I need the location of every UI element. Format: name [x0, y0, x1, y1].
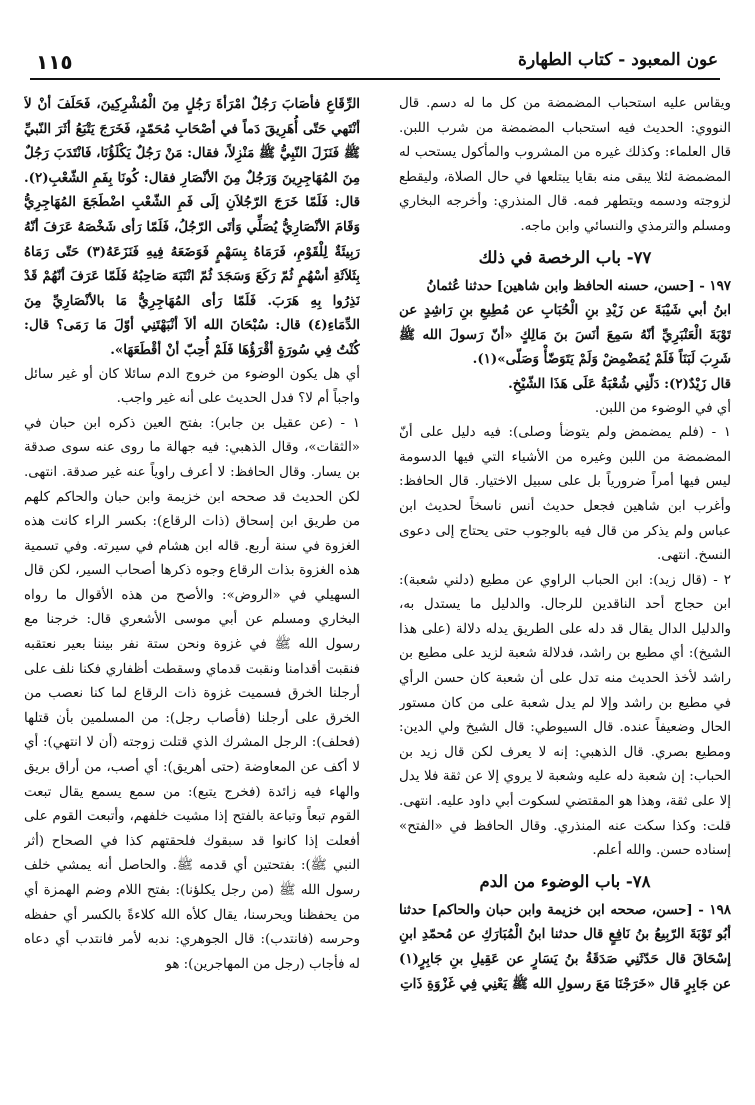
right-column [399, 92, 731, 1092]
hadith-197-zayd: قال زَيْدٌ(٢): دَلّنِي شُعْبَةُ عَلَى هَذَا الشّيْخِ. [508, 375, 731, 392]
question-paragraph: أي هل يكون الوضوء من خروج الدم سائلا كان أو غير سائل واجباً أم لا؟ فدل الحديث على أنه غير واجب. [24, 366, 360, 407]
running-title: عون المعبود - كتاب الطهارة [518, 50, 718, 70]
left-column [24, 92, 360, 1092]
hadith-198-continued: الرِّقَاعِ فأصَابَ رَجُلٌ امْرَأةَ رَجُلٍ مِنَ الْمُشْرِكِينَ، فَحَلَفَ أنْ لاَ أنْتَهي حَتّى أُهَرِيقَ دَماً في أصْحَابِ مُحَمّدٍ، فَخَرَجَ يَتْبَعُ أثَرَ النّبيِّ ﷺ فَنَزَلَ النّبِيُّ ﷺ مَنْزِلاً، فقال: مَنْ رَجُلٌ يَكْلَؤُنَا، فَانْتَدَبَ رَجُلٌ مِنَ المُهَاجِرِينَ وَرَجُلٌ مِنَ الأنْصَارِ فقال: كُونَا بِفَمِ الشّعْبِ(٢). قال: فَلَمّا خَرَجَ الرّجُلاَنِ إلَى فَمِ الشّعْبِ اضْطَجَعَ المُهَاجِرِيُّ وَقَامَ الأنْصَارِيُّ يُصَلِّي وَأتَى الرّجُلُ، فَلَمّا رَأى شَخْصَهُ عَرَفَ أنّهُ رَبِيئَةٌ لِلْقَوْمِ، فَرَمَاهُ بِسَهْمٍ فَوَضَعَهُ فِيهِ فَنَزَعَهُ(٣) حَتّى رَمَاهُ بِثَلاَثَةِ أسْهُمٍ ثُمّ رَكَعَ وَسَجَدَ ثُمّ انْتَبَهَ صَاحِبُهُ فَلَمّا عَرَفَ أنّهُمْ قَدْ نَذِرُوا بِهِ هَرَبَ. فَلَمّا رَأى المُهَاجِرِيُّ مَا بالأنْصَارِيِّ مِنَ الدِّمَاءِ(٤) قال: سُبْحَانَ الله ألاَ أنْبَهْتَنِي أوّلَ مَا رَمَى؟ قال: كُنْتُ فِي سُورَةٍ أقْرَؤُهَا فَلَمْ أُحِبّ أنْ أقْطَعَهَا». [24, 96, 360, 358]
hadith-197-text: ابنُ أبي شَيْبَةَ عن زَيْدِ بنِ الْحُبَابِ عن مُطِيعِ بنِ رَاشِدٍ عن تَوْبَةَ الْعَنْبَرِيِّ أنّهُ سَمِعَ أنَسَ بنَ مَالِكٍ «أنّ رَسولَ الله ﷺ شَرِبَ لَبَنَاً فَلَمْ يُمَضْمِضْ وَلَمْ يَتَوَضّأْ وَصَلّى»(١). [399, 302, 731, 368]
commentary-2: ٢ - (قال زيد): ابن الحباب الراوي عن مطيع (دلني شعبة): ابن حجاج أحد الناقدين للرجال. والدليل ما يستدل به، والدليل الدال يقال قد دله على الطريق يدله دلالة (على هذا الشيخ): أي مطيع بن راشد، فدلالة شعبة لزيد على مطيع بن راشد لأخذ الحديث منه تدل على أن شعبة كان حسن الرأي في مطيع بن راشد وإلا لم يدل شعبة على من كان مستور الحال وضعيفاً عنده. قال السيوطي: قال الشيخ ولي الدين: ومطيع بصري. قال الذهبي: إنه لا يعرف لكن قال زيد بن الحباب: إن شعبة دله عليه وشعبة لا يروي إلا عن ثقة فلا يدل إلا على ثقة، وهذا هو المقتضي لسكوت أبي داود عليه. انتهى. قلت: وكذا سكت عنه المنذري. وقال الحافظ في «الفتح» إسناده حسن. والله أعلم. [399, 572, 731, 859]
page-number: ١١٥ [36, 50, 73, 74]
chapter-heading-78: ٧٨- باب الوضوء من الدم [479, 871, 651, 891]
hadith-198: ١٩٨ - [حسن، صححه ابن خزيمة وابن حبان والحاكم] حدثنا أبُو تَوْبَةَ الرّبِيعُ بنُ نَافِعٍ قال حدثنا ابنُ الْمُبَارَكِ عن مُحمّدِ ابنِ إسْحَاقَ قال حَدّثَنِي صَدَقَةُ بنُ يَسَارٍ عن عَقِيلِ بنِ جَابِرٍ(١) عن جَابِرٍ قال «خَرَجْنَا مَعَ رسولِ الله ﷺ يَعْنِي فِي غَزْوَةِ ذَاتِ [399, 901, 731, 992]
header-rule [30, 78, 720, 80]
hadith-197-note: أي في الوضوء من اللبن. [594, 400, 731, 416]
hadith-197-grade: ١٩٧ - [حسن، حسنه الحافظ وابن شاهين] حدثنا عُثمانُ [426, 277, 731, 294]
page-header [30, 44, 720, 76]
commentary-1-left: ١ - (عن عقيل بن جابر): بفتح العين ذكره ابن حبان في «الثقات»، وقال الذهبي: فيه جهالة ما روى عنه سوى صدقة بن يسار. وقال الحافظ: لا أعرف راوياً عنه غير صدقة. انتهى. لكن الحديث قد صححه ابن خزيمة وابن حبان والحاكم كلهم من طريق ابن إسحاق (ذات الرقاع): بكسر الراء كانت هذه الغزوة في سنة أربع. قاله ابن هشام في سيرته. وفي تسمية هذه الغزوة بذات الرقاع وجوه ذكرها أصحاب السير، لكن قال السهيلي في «الروض»: والأصح من هذه الأقوال ما رواه البخاري ومسلم عن أبي موسى الأشعري قال: خرجنا مع رسول الله ﷺ في غزوة ونحن ستة نفر بيننا بعير نعتقبه فنقبت أقدامنا ونقبت قدماي وسقطت أظفاري فكنا نلف على أرجلنا الخرق فسميت غزوة ذات الرقاع لما كنا نعصب من الخرق على أرجلنا (فأصاب رجل): من المسلمين بأن قتلها (فحلف): الرجل المشرك الذي قتلت زوجته (أن لا انتهي): أي لا أكف عن المعاوضة (حتى أهريق): أي أصب، من أراق بريق والهاء فيه زائدة (فخرج يتبع): من سمع يسمع يقال تبعت القوم تبعاً وتباعة بالفتح إذا مشيت خلفهم، وأتبعت القوم على أفعلت إذا كانوا قد سبقوك فلحقتهم كذا في الصحاح (أثر النبي ﷺ): بفتحتين أي قدمه ﷺ. والحاصل أنه يمشي خلف رسول الله ﷺ (من رجل يكلؤنا): بفتح اللام وضم الهمزة أي من يحفظنا ويحرسنا، يقال كلأه الله كلاءةً بالكسر أي حفظه وحرسه (فانتدب): قال الجوهري: ندبه لأمر فانتدب أي دعاه له فأجاب (رجل من المهاجرين): هو [24, 415, 360, 972]
chapter-heading-77: ٧٧- باب الرخصة في ذلك [478, 247, 652, 267]
commentary-1: ١ - (فلم يمضمض ولم يتوضأ وصلى): فيه دليل على أنّ المضمضة من اللبن وغيره من الأشياء التي فيها الدسومة ليس فيها أمراً ضرورياً بل على سبيل الاختيار. قال الحافظ: وأغرب ابن شاهين فجعل حديث أنس ناسخاً لحديث ابن عباس ولم يذكر من قال فيه بالوجوب حتى يحتاج إلى دعوى النسخ. انتهى. [399, 425, 731, 564]
intro-paragraph: ويقاس عليه استحباب المضمضة من كل ما له دسم. قال النووي: الحديث فيه استحباب المضمضة من شرب اللبن. قال العلماء: وكذلك غيره من المشروب والمأكول يستحب له المضمضة لئلا يبقى منه بقايا يبتلعها في حال الصلاة، وليقطع لزوجته ودسمه ويتطهر فمه. قال المنذري: وأخرجه البخاري ومسلم والترمذي والنسائي وابن ماجه. [399, 96, 731, 234]
